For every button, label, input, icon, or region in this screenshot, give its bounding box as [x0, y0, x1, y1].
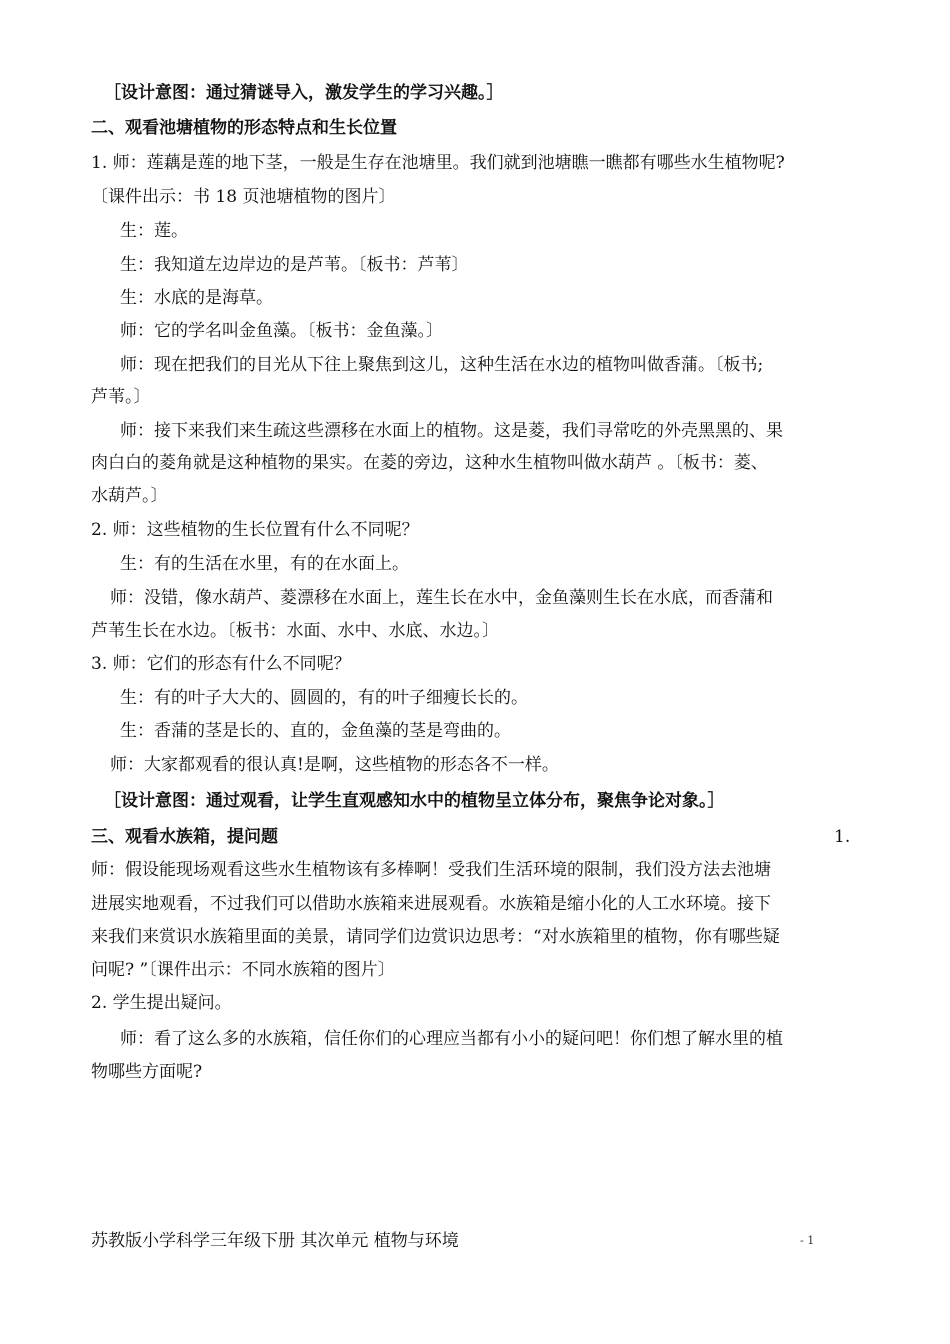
- section-heading-3: 三、观看水族箱，提问题: [91, 827, 278, 847]
- paragraph-line: 肉白白的菱角就是这种植物的果实。在菱的旁边，这种水生植物叫做水葫芦 。〔板书：菱、: [91, 453, 768, 473]
- paragraph-line: 〔课件出示：书 18 页池塘植物的图片〕: [91, 187, 396, 207]
- paragraph-line: 师：假设能现场观看这些水生植物该有多棒啊！受我们生活环境的限制，我们没方法去池塘: [91, 860, 771, 880]
- paragraph-line: 师：它的学名叫金鱼藻。〔板书：金鱼藻。〕: [120, 321, 443, 341]
- paragraph-line: 师：看了这么多的水族箱，信任你们的心理应当都有小小的疑问吧！你们想了解水里的植: [120, 1029, 783, 1049]
- design-intent-1: ［设计意图：通过猜谜导入，激发学生的学习兴趣。］: [104, 83, 504, 103]
- section-heading-2: 二、观看池塘植物的形态特点和生长位置: [91, 118, 397, 138]
- paragraph-line: 问呢? ”〔课件出示：不同水族箱的图片〕: [91, 960, 395, 980]
- paragraph-line: 生：有的生活在水里，有的在水面上。: [120, 554, 409, 574]
- page-number: - 1: [800, 1234, 815, 1247]
- paragraph-line: 生：我知道左边岸边的是芦苇。〔板书：芦苇〕: [120, 255, 469, 275]
- paragraph-line: 进展实地观看，不过我们可以借助水族箱来进展观看。水族箱是缩小化的人工水环境。接下: [91, 894, 771, 914]
- paragraph-line: 师：没错，像水葫芦、菱漂移在水面上，莲生长在水中，金鱼藻则生长在水底，而香蒲和: [110, 588, 773, 608]
- paragraph-line: 师：现在把我们的目光从下往上聚焦到这儿，这种生活在水边的植物叫做香蒲。〔板书;: [120, 355, 764, 375]
- item-number: 1.: [834, 827, 851, 847]
- paragraph-line: 师：接下来我们来生疏这些漂移在水面上的植物。这是菱，我们寻常吃的外壳黑黑的、果: [120, 421, 783, 441]
- page-footer: 苏教版小学科学三年级下册 其次单元 植物与环境: [91, 1231, 459, 1251]
- paragraph-line: 来我们来赏识水族箱里面的美景，请同学们边赏识边思考：“对水族箱里的植物，你有哪些疑: [91, 927, 780, 947]
- paragraph-line: 水葫芦。〕: [91, 486, 168, 506]
- design-intent-2: ［设计意图：通过观看，让学生直观感知水中的植物呈立体分布，聚焦争论对象。］: [104, 791, 725, 811]
- paragraph-line: 2. 师：这些植物的生长位置有什么不同呢？: [91, 520, 419, 540]
- paragraph-line: 物哪些方面呢?: [91, 1062, 203, 1082]
- paragraph-line: 3. 师：它们的形态有什么不同呢？: [91, 654, 351, 674]
- paragraph-line: 生：水底的是海草。: [120, 288, 273, 308]
- paragraph-line: 芦苇生长在水边。〔板书：水面、水中、水底、水边。〕: [91, 621, 499, 641]
- paragraph-line: 芦苇。〕: [91, 387, 151, 407]
- paragraph-line: 师：大家都观看的很认真!是啊，这些植物的形态各不一样。: [110, 755, 559, 775]
- paragraph-line: 生：莲。: [120, 221, 188, 241]
- paragraph-line: 生：有的叶子大大的、圆圆的，有的叶子细瘦长长的。: [120, 688, 528, 708]
- paragraph-line: 2. 学生提出疑问。: [91, 993, 232, 1013]
- paragraph-line: 生：香蒲的茎是长的、直的，金鱼藻的茎是弯曲的。: [120, 721, 511, 741]
- paragraph-line: 1. 师：莲藕是莲的地下茎，一般是生存在池塘里。我们就到池塘瞧一瞧都有哪些水生植物呢?: [91, 153, 785, 173]
